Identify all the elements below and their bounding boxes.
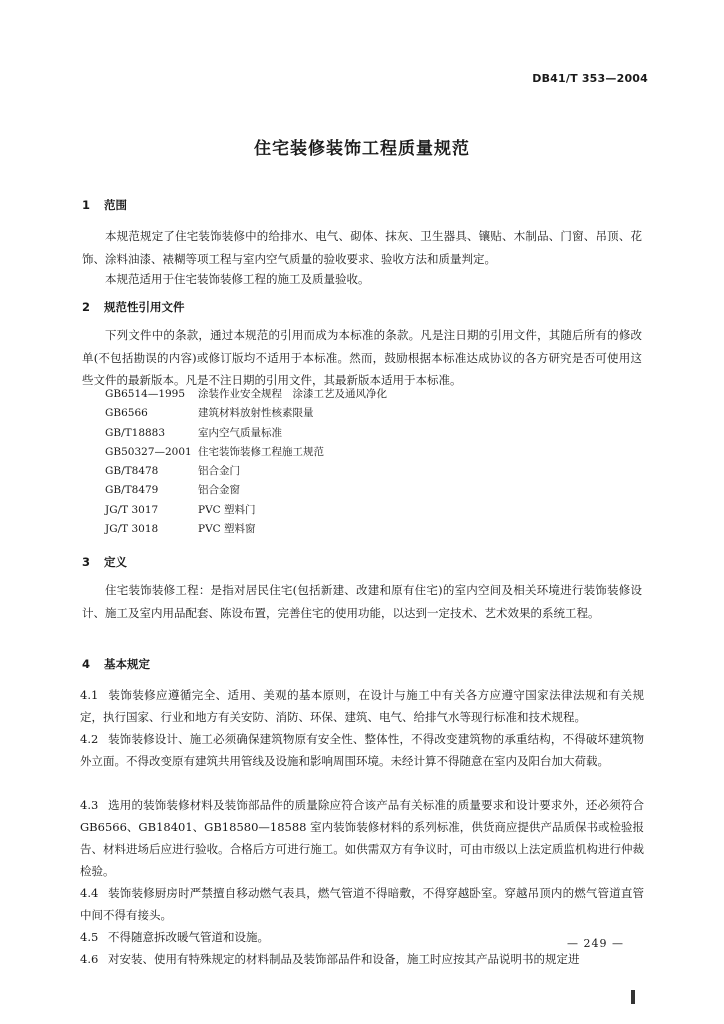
section-2-heading (82, 299, 185, 315)
reference-code: GB6514—1995 (105, 388, 186, 400)
clause-number: 4.6 (80, 952, 99, 966)
reference-name: 建筑材料放射性核素限量 (198, 407, 314, 420)
clause-text: 装饰装修设计、施工必须确保建筑物原有安全性、整体性，不得改变建筑物的承重结构，不得破坏建筑物外立面。不得改变原有建筑共用管线及设施和影响周围环境。未经计算不得随意在室内及阳台加大荷载。 (80, 732, 644, 768)
clause-4-6 (80, 948, 644, 970)
section-1-heading (82, 197, 127, 213)
section-title: 基本规定 (104, 657, 150, 671)
clause-4-3 (80, 794, 644, 882)
section-title: 规范性引用文件 (104, 300, 185, 314)
reference-name: 铝合金门 (198, 465, 240, 478)
clause-number: 4.4 (80, 886, 99, 900)
reference-row (105, 501, 387, 520)
reference-code: JG/T 3018 (105, 523, 159, 536)
section-number: 2 (82, 300, 91, 314)
section-1-paragraph-2: 本规范适用于住宅装饰装修工程的施工及质量验收。 (105, 272, 370, 286)
section-3-heading (82, 554, 127, 570)
reference-code: GB/T8479 (105, 484, 159, 497)
section-3-paragraph: 住宅装饰装修工程：是指对居民住宅(包括新建、改建和原有住宅)的室内空间及相关环境进行装饰装修设计、施工及室内用品配套、陈设布置，完善住宅的使用功能，以达到一定技术、艺术效果的系统工程。 (82, 583, 642, 620)
reference-row (105, 385, 387, 404)
page-number: — 249 — (567, 937, 624, 950)
clause-number: 4.3 (80, 798, 99, 812)
reference-row (105, 462, 387, 481)
clause-number: 4.2 (80, 732, 99, 746)
clause-4-4 (80, 882, 644, 926)
section-title: 范围 (104, 198, 127, 212)
reference-row (105, 443, 387, 462)
section-4-heading (82, 656, 150, 672)
clause-number: 4.1 (80, 688, 99, 702)
section-number: 4 (82, 657, 91, 671)
clause-4-5 (80, 926, 644, 948)
section-2-paragraph: 下列文件中的条款，通过本规范的引用而成为本标准的条款。凡是注日期的引用文件，其随后所有的修改单(不包括勘误的内容)或修订版均不适用于本标准。然而，鼓励根据本标准达成协议的各方研究是否可使用这些文件的最新版本。凡是不注日期的引用文件，其最新版本适用于本标准。 (82, 328, 642, 387)
clause-text: 不得随意拆改暖气管道和设施。 (108, 930, 269, 944)
reference-name: 涂装作业安全规程 涂漆工艺及通风净化 (198, 388, 387, 400)
reference-name: 铝合金窗 (198, 484, 240, 497)
scan-artifact (631, 990, 635, 1004)
reference-name: PVC 塑料窗 (198, 523, 256, 536)
clause-text: 装饰装修厨房时严禁擅自移动燃气表具，燃气管道不得暗敷，不得穿越卧室。穿越吊顶内的燃气管道直管中间不得有接头。 (80, 886, 644, 922)
section-number: 3 (82, 555, 91, 569)
standard-number: DB41/T 353—2004 (532, 72, 648, 85)
section-number: 1 (82, 198, 91, 212)
reference-name: 住宅装饰装修工程施工规范 (198, 445, 324, 458)
reference-code: GB50327—2001 (105, 445, 192, 458)
reference-code: GB6566 (105, 407, 148, 420)
reference-row (105, 481, 387, 500)
reference-name: PVC 塑料门 (198, 503, 256, 516)
clause-4-1 (80, 684, 644, 728)
reference-name: 室内空气质量标准 (198, 426, 282, 439)
reference-row (105, 424, 387, 443)
reference-row (105, 520, 387, 539)
reference-code: GB/T8478 (105, 465, 159, 478)
clause-text: 选用的装饰装修材料及装饰部品件的质量除应符合该产品有关标准的质量要求和设计要求外，还必须符合 GB6566、GB18401、GB18580—18588 室内装饰装修材料的系列标准，供货商应提供产品质保书或检验报告、材料进场后应进行验收。合格后方可进行施工。如供需双方有争议时，可由市级以上法定质监机构进行仲裁检验。 (80, 798, 644, 878)
clause-text: 对安装、使用有特殊规定的材料制品及装饰部品件和设备，施工时应按其产品说明书的规定进 (108, 952, 580, 966)
clause-text: 装饰装修应遵循完全、适用、美观的基本原则，在设计与施工中有关各方应遵守国家法律法规和有关规定，执行国家、行业和地方有关安防、消防、环保、建筑、电气、给排气水等现行标准和技术规程。 (80, 688, 644, 724)
section-title: 定义 (104, 555, 127, 569)
clause-4-2 (80, 728, 644, 772)
reference-code: JG/T 3017 (105, 503, 159, 516)
document-title: 住宅装修装饰工程质量规范 (254, 139, 470, 159)
reference-list (105, 385, 387, 539)
clause-number: 4.5 (80, 930, 99, 944)
reference-code: GB/T18883 (105, 426, 166, 439)
section-1-paragraph: 本规范规定了住宅装饰装修中的给排水、电气、砌体、抹灰、卫生器具、镶贴、木制品、门窗、吊顶、花饰、涂料油漆、裱糊等项工程与室内空气质量的验收要求、验收方法和质量判定。 (82, 229, 642, 266)
reference-row (105, 404, 387, 423)
